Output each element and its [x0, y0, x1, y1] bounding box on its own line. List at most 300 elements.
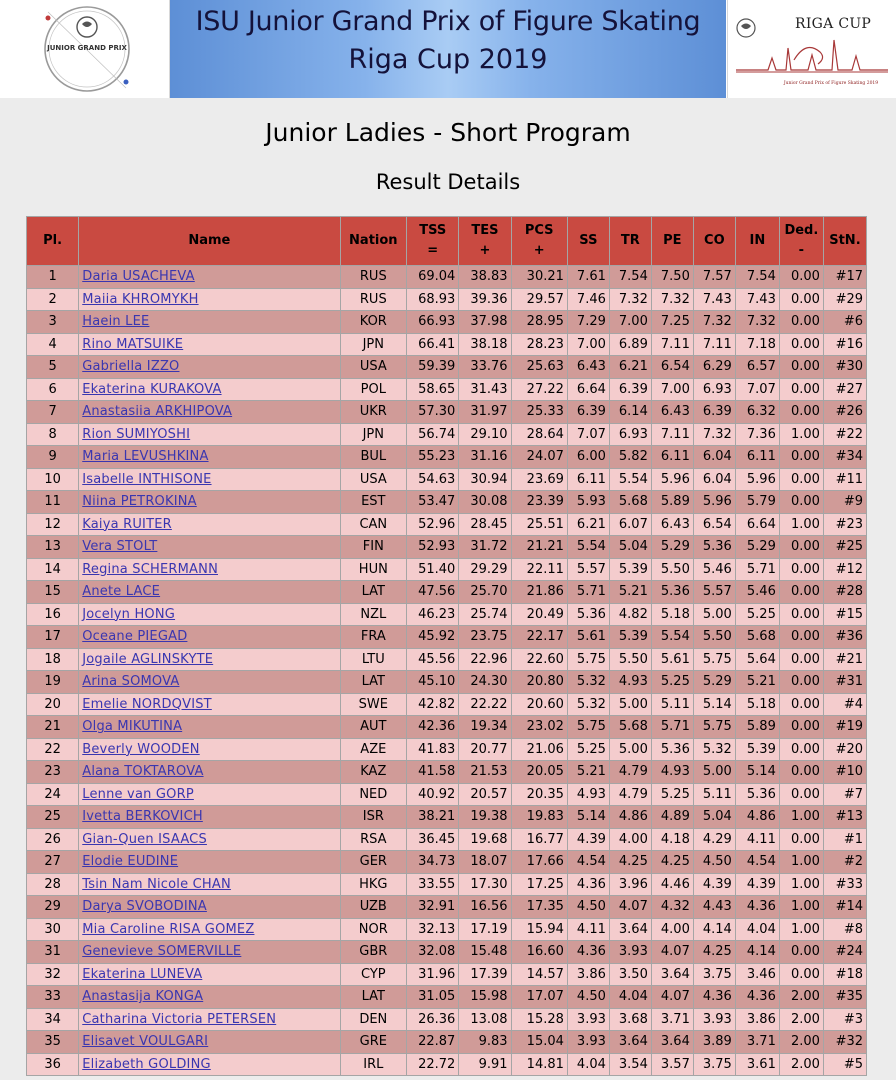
cell-nation: EST — [341, 491, 407, 513]
cell-stn: #17 — [824, 266, 866, 288]
cell-tes: 20.57 — [459, 784, 510, 806]
cell-tr: 4.25 — [610, 851, 651, 873]
cell-name — [79, 1009, 339, 1031]
cell-pcs: 23.69 — [512, 469, 567, 491]
table-row — [27, 941, 866, 963]
cell-ss: 5.36 — [568, 604, 609, 626]
cell-tr: 3.54 — [610, 1054, 651, 1076]
header-co: CO — [694, 217, 735, 265]
skater-link[interactable]: Anete LACE — [82, 584, 161, 600]
cell-pcs: 20.05 — [512, 761, 567, 783]
cell-stn: #32 — [824, 1031, 866, 1053]
cell-ss: 5.25 — [568, 739, 609, 761]
cell-pcs: 29.57 — [512, 289, 567, 311]
cell-pe: 5.36 — [652, 739, 693, 761]
cell-pl: 15 — [27, 581, 78, 603]
cell-ss: 4.11 — [568, 919, 609, 941]
cell-in: 4.36 — [736, 896, 779, 918]
cell-ded: 0.00 — [780, 604, 823, 626]
skater-link[interactable]: Arina SOMOVA — [82, 674, 180, 690]
skater-link[interactable]: Tsin Nam Nicole CHAN — [82, 876, 231, 892]
skater-link[interactable]: Gian-Quen ISAACS — [82, 831, 207, 847]
cell-tss: 26.36 — [407, 1009, 458, 1031]
skater-link[interactable]: Isabelle INTHISONE — [82, 471, 212, 487]
header-banner — [0, 0, 896, 98]
cell-name — [79, 1054, 339, 1076]
cell-in: 7.32 — [736, 311, 779, 333]
cell-pe: 5.11 — [652, 694, 693, 716]
cell-pcs: 19.83 — [512, 806, 567, 828]
cell-tes: 17.19 — [459, 919, 510, 941]
cell-nation: KAZ — [341, 761, 407, 783]
cell-pe: 4.00 — [652, 919, 693, 941]
cell-in: 7.18 — [736, 334, 779, 356]
cell-tss: 40.92 — [407, 784, 458, 806]
cell-nation: BUL — [341, 446, 407, 468]
cell-tss: 38.21 — [407, 806, 458, 828]
cell-in: 6.57 — [736, 356, 779, 378]
cell-tss: 47.56 — [407, 581, 458, 603]
cell-tr: 3.68 — [610, 1009, 651, 1031]
cell-pl: 30 — [27, 919, 78, 941]
table-row — [27, 739, 866, 761]
cell-stn: #28 — [824, 581, 866, 603]
cell-ss: 4.54 — [568, 851, 609, 873]
cell-pe: 4.32 — [652, 896, 693, 918]
cell-pe: 3.57 — [652, 1054, 693, 1076]
cell-pe: 6.54 — [652, 356, 693, 378]
cell-stn: #4 — [824, 694, 866, 716]
cell-ded: 2.00 — [780, 1031, 823, 1053]
cell-pl: 26 — [27, 829, 78, 851]
cell-ss: 6.11 — [568, 469, 609, 491]
cell-pcs: 28.23 — [512, 334, 567, 356]
cell-tes: 33.76 — [459, 356, 510, 378]
banner-title-line1: ISU Junior Grand Prix of Figure Skating — [195, 6, 701, 37]
table-row — [27, 671, 866, 693]
cell-in: 5.21 — [736, 671, 779, 693]
cell-ss: 5.57 — [568, 559, 609, 581]
cell-co: 5.75 — [694, 716, 735, 738]
skater-link[interactable]: Daria USACHEVA — [82, 269, 195, 285]
header-nation: Nation — [341, 217, 407, 265]
skater-link[interactable]: Mia Caroline RISA GOMEZ — [82, 921, 255, 937]
header-ded: Ded. - — [780, 217, 823, 265]
cell-tr: 3.50 — [610, 964, 651, 986]
skater-link[interactable]: Darya SVOBODINA — [82, 899, 207, 915]
skater-link[interactable]: Beverly WOODEN — [82, 741, 200, 757]
cell-tr: 5.00 — [610, 739, 651, 761]
cell-pcs: 28.64 — [512, 424, 567, 446]
table-row — [27, 626, 866, 648]
cell-tr: 5.82 — [610, 446, 651, 468]
table-row — [27, 446, 866, 468]
skater-link[interactable]: Maria LEVUSHKINA — [82, 449, 209, 465]
cell-in: 4.14 — [736, 941, 779, 963]
cell-pcs: 20.80 — [512, 671, 567, 693]
cell-nation: LAT — [341, 581, 407, 603]
cell-ss: 7.07 — [568, 424, 609, 446]
cell-ded: 1.00 — [780, 896, 823, 918]
cell-name — [79, 851, 339, 873]
skater-link[interactable]: Lenne van GORP — [82, 786, 194, 802]
skater-link[interactable]: Elisavet VOULGARI — [82, 1034, 209, 1050]
cell-ded: 0.00 — [780, 626, 823, 648]
cell-stn: #31 — [824, 671, 866, 693]
cell-tes: 16.56 — [459, 896, 510, 918]
cell-ded: 0.00 — [780, 761, 823, 783]
cell-in: 5.18 — [736, 694, 779, 716]
cell-name — [79, 604, 339, 626]
cell-name — [79, 896, 339, 918]
cell-stn: #21 — [824, 649, 866, 671]
cell-tr: 4.82 — [610, 604, 651, 626]
cell-pe: 7.11 — [652, 424, 693, 446]
cell-nation: KOR — [341, 311, 407, 333]
cell-ss: 5.71 — [568, 581, 609, 603]
cell-tr: 5.68 — [610, 491, 651, 513]
cell-stn: #10 — [824, 761, 866, 783]
riga-cup-logo-title: RIGA CUP — [795, 16, 872, 32]
cell-pcs: 21.86 — [512, 581, 567, 603]
skater-link[interactable]: Elodie EUDINE — [82, 854, 179, 870]
table-row — [27, 1031, 866, 1053]
skater-link[interactable]: Ekaterina KURAKOVA — [82, 381, 222, 397]
cell-tes: 31.97 — [459, 401, 510, 423]
cell-nation: NOR — [341, 919, 407, 941]
cell-in: 5.29 — [736, 536, 779, 558]
cell-nation: FRA — [341, 626, 407, 648]
cell-co: 3.93 — [694, 1009, 735, 1031]
cell-ded: 0.00 — [780, 716, 823, 738]
table-row — [27, 469, 866, 491]
cell-ded: 1.00 — [780, 851, 823, 873]
cell-name — [79, 829, 339, 851]
cell-nation: AZE — [341, 739, 407, 761]
cell-tss: 32.08 — [407, 941, 458, 963]
cell-pe: 7.25 — [652, 311, 693, 333]
cell-name — [79, 379, 339, 401]
cell-tr: 7.54 — [610, 266, 651, 288]
cell-tss: 22.72 — [407, 1054, 458, 1076]
cell-pcs: 27.22 — [512, 379, 567, 401]
cell-co: 7.43 — [694, 289, 735, 311]
table-header-row — [27, 217, 866, 265]
cell-tr: 7.00 — [610, 311, 651, 333]
table-row — [27, 334, 866, 356]
cell-pl: 20 — [27, 694, 78, 716]
skater-link[interactable]: Gabriella IZZO — [82, 359, 180, 375]
cell-pcs: 25.63 — [512, 356, 567, 378]
skater-link[interactable]: Anastasija KONGA — [82, 989, 204, 1005]
cell-nation: HUN — [341, 559, 407, 581]
table-row — [27, 761, 866, 783]
cell-pe: 6.11 — [652, 446, 693, 468]
cell-tss: 42.36 — [407, 716, 458, 738]
cell-in: 5.46 — [736, 581, 779, 603]
cell-co: 5.96 — [694, 491, 735, 513]
cell-tes: 30.94 — [459, 469, 510, 491]
cell-co: 5.50 — [694, 626, 735, 648]
skater-link[interactable]: Catharina Victoria PETERSEN — [82, 1011, 277, 1027]
cell-co: 6.39 — [694, 401, 735, 423]
table-row — [27, 311, 866, 333]
cell-ded: 0.00 — [780, 649, 823, 671]
cell-tr: 5.21 — [610, 581, 651, 603]
cell-tss: 66.93 — [407, 311, 458, 333]
cell-co: 4.25 — [694, 941, 735, 963]
cell-tes: 18.07 — [459, 851, 510, 873]
cell-name — [79, 446, 339, 468]
cell-pl: 7 — [27, 401, 78, 423]
skater-link[interactable]: Rino MATSUIKE — [82, 336, 184, 352]
cell-ss: 5.75 — [568, 649, 609, 671]
skater-link[interactable]: Ekaterina LUNEVA — [82, 966, 203, 982]
cell-tes: 31.16 — [459, 446, 510, 468]
cell-tr: 6.14 — [610, 401, 651, 423]
cell-in: 4.04 — [736, 919, 779, 941]
cell-pl: 36 — [27, 1054, 78, 1076]
cell-ss: 6.00 — [568, 446, 609, 468]
cell-ss: 5.61 — [568, 626, 609, 648]
cell-ss: 5.32 — [568, 694, 609, 716]
cell-pe: 3.64 — [652, 1031, 693, 1053]
cell-tes: 22.22 — [459, 694, 510, 716]
cell-co: 4.50 — [694, 851, 735, 873]
cell-ded: 0.00 — [780, 491, 823, 513]
header-pcs: PCS + — [512, 217, 567, 265]
cell-name — [79, 311, 339, 333]
skater-link[interactable]: Kaiya RUITER — [82, 516, 172, 532]
cell-pl: 8 — [27, 424, 78, 446]
cell-tss: 36.45 — [407, 829, 458, 851]
cell-pl: 5 — [27, 356, 78, 378]
cell-co: 6.04 — [694, 469, 735, 491]
cell-nation: CAN — [341, 514, 407, 536]
cell-nation: RSA — [341, 829, 407, 851]
cell-stn: #22 — [824, 424, 866, 446]
cell-pl: 25 — [27, 806, 78, 828]
cell-name — [79, 1031, 339, 1053]
cell-in: 5.68 — [736, 626, 779, 648]
skater-link[interactable]: Maiia KHROMYKH — [82, 291, 199, 307]
cell-ded: 1.00 — [780, 514, 823, 536]
cell-name — [79, 469, 339, 491]
cell-co: 7.11 — [694, 334, 735, 356]
skater-link[interactable]: Jogaile AGLINSKYTE — [82, 651, 214, 667]
cell-co: 5.29 — [694, 671, 735, 693]
cell-stn: #6 — [824, 311, 866, 333]
skater-link[interactable]: Elizabeth GOLDING — [82, 1056, 211, 1072]
cell-tes: 31.72 — [459, 536, 510, 558]
skater-link[interactable]: Haein LEE — [82, 314, 150, 330]
cell-nation: GER — [341, 851, 407, 873]
cell-pl: 11 — [27, 491, 78, 513]
cell-stn: #7 — [824, 784, 866, 806]
cell-pe: 7.32 — [652, 289, 693, 311]
cell-pe: 5.96 — [652, 469, 693, 491]
table-row — [27, 964, 866, 986]
cell-nation: IRL — [341, 1054, 407, 1076]
cell-nation: NED — [341, 784, 407, 806]
cell-stn: #23 — [824, 514, 866, 536]
cell-ss: 6.43 — [568, 356, 609, 378]
cell-tes: 24.30 — [459, 671, 510, 693]
cell-ded: 0.00 — [780, 401, 823, 423]
cell-name — [79, 964, 339, 986]
cell-in: 3.86 — [736, 1009, 779, 1031]
cell-pe: 7.11 — [652, 334, 693, 356]
cell-ded: 0.00 — [780, 784, 823, 806]
cell-tes: 30.08 — [459, 491, 510, 513]
cell-pe: 4.25 — [652, 851, 693, 873]
cell-tes: 13.08 — [459, 1009, 510, 1031]
cell-tss: 45.10 — [407, 671, 458, 693]
cell-tes: 17.39 — [459, 964, 510, 986]
cell-stn: #16 — [824, 334, 866, 356]
cell-tss: 32.91 — [407, 896, 458, 918]
cell-stn: #15 — [824, 604, 866, 626]
cell-pcs: 17.66 — [512, 851, 567, 873]
cell-ded: 1.00 — [780, 424, 823, 446]
cell-ss: 3.86 — [568, 964, 609, 986]
cell-ss: 5.14 — [568, 806, 609, 828]
cell-pe: 4.07 — [652, 986, 693, 1008]
cell-name — [79, 356, 339, 378]
cell-stn: #33 — [824, 874, 866, 896]
cell-pcs: 15.28 — [512, 1009, 567, 1031]
skater-link[interactable]: Emelie NORDQVIST — [82, 696, 212, 712]
skater-link[interactable]: Alana TOKTAROVA — [82, 764, 204, 780]
skater-link[interactable]: Anastasiia ARKHIPOVA — [82, 404, 233, 420]
cell-nation: ISR — [341, 806, 407, 828]
skater-link[interactable]: Niina PETROKINA — [82, 494, 197, 510]
table-row — [27, 491, 866, 513]
cell-ss: 6.39 — [568, 401, 609, 423]
skater-link[interactable]: Genevieve SOMERVILLE — [82, 944, 242, 960]
cell-tss: 22.87 — [407, 1031, 458, 1053]
cell-stn: #11 — [824, 469, 866, 491]
cell-in: 3.61 — [736, 1054, 779, 1076]
cell-tss: 41.83 — [407, 739, 458, 761]
cell-tss: 33.55 — [407, 874, 458, 896]
cell-in: 4.36 — [736, 986, 779, 1008]
cell-stn: #5 — [824, 1054, 866, 1076]
cell-pcs: 16.77 — [512, 829, 567, 851]
cell-pl: 16 — [27, 604, 78, 626]
cell-pe: 6.43 — [652, 401, 693, 423]
cell-nation: LTU — [341, 649, 407, 671]
cell-tss: 51.40 — [407, 559, 458, 581]
cell-co: 3.75 — [694, 1054, 735, 1076]
cell-nation: AUT — [341, 716, 407, 738]
table-row — [27, 1009, 866, 1031]
skater-link[interactable]: Jocelyn HONG — [82, 606, 176, 622]
cell-pl: 10 — [27, 469, 78, 491]
cell-stn: #1 — [824, 829, 866, 851]
cell-tr: 4.07 — [610, 896, 651, 918]
skater-link[interactable]: Ivetta BERKOVICH — [82, 809, 203, 825]
table-row — [27, 896, 866, 918]
cell-name — [79, 424, 339, 446]
cell-tes: 22.96 — [459, 649, 510, 671]
cell-pe: 4.93 — [652, 761, 693, 783]
cell-name — [79, 401, 339, 423]
cell-stn: #30 — [824, 356, 866, 378]
cell-nation: USA — [341, 469, 407, 491]
cell-pl: 3 — [27, 311, 78, 333]
cell-in: 6.32 — [736, 401, 779, 423]
cell-ded: 0.00 — [780, 334, 823, 356]
cell-tss: 59.39 — [407, 356, 458, 378]
jgp-logo-text: JUNIOR GRAND PRIX — [47, 44, 127, 52]
cell-pl: 17 — [27, 626, 78, 648]
cell-pl: 35 — [27, 1031, 78, 1053]
skater-link[interactable]: Oceane PIEGAD — [82, 629, 188, 645]
cell-tr: 7.32 — [610, 289, 651, 311]
cell-pcs: 25.51 — [512, 514, 567, 536]
cell-pcs: 23.02 — [512, 716, 567, 738]
cell-ss: 7.61 — [568, 266, 609, 288]
cell-tes: 19.68 — [459, 829, 510, 851]
cell-stn: #12 — [824, 559, 866, 581]
cell-in: 5.25 — [736, 604, 779, 626]
cell-pl: 23 — [27, 761, 78, 783]
header-tes: TES + — [459, 217, 510, 265]
cell-co: 4.39 — [694, 874, 735, 896]
skater-link[interactable]: Olga MIKUTINA — [82, 719, 183, 735]
cell-in: 4.54 — [736, 851, 779, 873]
cell-co: 7.32 — [694, 311, 735, 333]
cell-tr: 4.93 — [610, 671, 651, 693]
cell-pcs: 20.49 — [512, 604, 567, 626]
cell-tss: 52.96 — [407, 514, 458, 536]
skater-link[interactable]: Rion SUMIYOSHI — [82, 426, 191, 442]
cell-name — [79, 919, 339, 941]
cell-co: 4.14 — [694, 919, 735, 941]
table-row — [27, 379, 866, 401]
cell-in: 5.89 — [736, 716, 779, 738]
table-row — [27, 289, 866, 311]
cell-pe: 4.46 — [652, 874, 693, 896]
cell-pe: 7.00 — [652, 379, 693, 401]
jgp-logo — [4, 0, 170, 98]
cell-tes: 39.36 — [459, 289, 510, 311]
cell-pe: 4.07 — [652, 941, 693, 963]
skater-link[interactable]: Regina SCHERMANN — [82, 561, 218, 577]
cell-ded: 0.00 — [780, 941, 823, 963]
cell-co: 4.43 — [694, 896, 735, 918]
cell-in: 6.11 — [736, 446, 779, 468]
cell-ded: 0.00 — [780, 581, 823, 603]
cell-in: 5.71 — [736, 559, 779, 581]
table-row — [27, 986, 866, 1008]
cell-pcs: 14.81 — [512, 1054, 567, 1076]
cell-name — [79, 334, 339, 356]
cell-pe: 5.25 — [652, 671, 693, 693]
cell-co: 5.04 — [694, 806, 735, 828]
cell-pl: 19 — [27, 671, 78, 693]
cell-tss: 53.47 — [407, 491, 458, 513]
cell-tr: 3.64 — [610, 919, 651, 941]
cell-tes: 19.38 — [459, 806, 510, 828]
cell-nation: LAT — [341, 986, 407, 1008]
cell-ded: 2.00 — [780, 1009, 823, 1031]
skater-link[interactable]: Vera STOLT — [82, 539, 158, 555]
cell-stn: #24 — [824, 941, 866, 963]
cell-co: 5.36 — [694, 536, 735, 558]
header-tss: TSS = — [407, 217, 458, 265]
